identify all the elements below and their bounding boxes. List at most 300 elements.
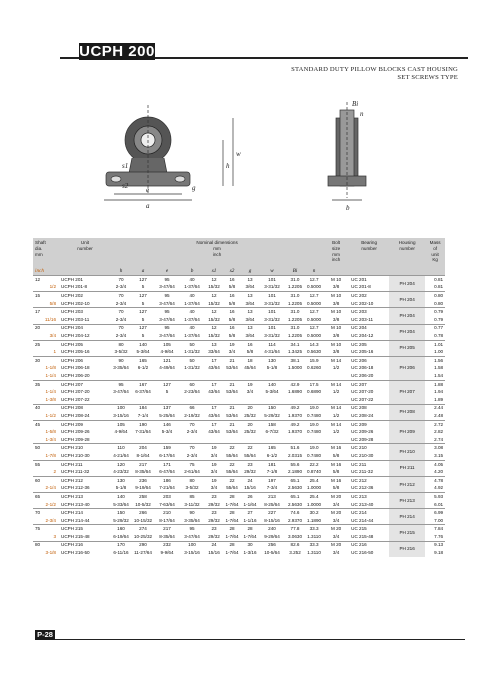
- dim-n-cell: 1.1890: [307, 517, 322, 523]
- unit-number-cell: UCPH 214-44: [61, 517, 90, 523]
- bolt-size-cell: 3/4: [332, 533, 340, 539]
- dim-s1-cell: 43/64: [208, 412, 220, 418]
- dim-b-cell: 50: [179, 356, 205, 364]
- bearing-number-cell: UC 206-20: [351, 373, 374, 379]
- mass-cell: 0.77: [425, 324, 445, 332]
- dim-bi-cell: 1.9370: [287, 412, 303, 418]
- table-row: [33, 501, 445, 509]
- mass-cell: 2.72: [425, 420, 445, 428]
- bolt-hole-right: [175, 176, 185, 182]
- dim-w-cell: 8-15/16: [264, 517, 280, 523]
- dim-a-cell: 5-3/64: [136, 349, 150, 355]
- table-row: [33, 348, 445, 356]
- bolt-size-cell: 1/2: [332, 412, 340, 418]
- dim-e-cell: 95: [155, 276, 179, 284]
- dim-s1-cell: 43/64: [208, 389, 220, 395]
- bolt-size-cell: M 20: [323, 525, 349, 533]
- unit-number-cell: UCPH 206: [59, 356, 111, 364]
- dim-w-cell: 5-3/64: [265, 389, 279, 395]
- dim-bi-cell: 3.252: [289, 550, 301, 556]
- dim-n-cell: 33.3: [305, 525, 323, 533]
- dim-b-cell: 95: [179, 525, 205, 533]
- dim-w-cell: 101: [259, 308, 285, 316]
- dim-n-cell: 0.5000: [307, 333, 322, 339]
- bearing-number-cell: UC 207-22: [351, 396, 374, 402]
- housing-number-cell: PH 204: [389, 308, 425, 324]
- dim-g-cell: 30: [241, 541, 259, 549]
- dim-s2-cell: 16: [223, 324, 241, 332]
- dim-n-cell: 0.7480: [307, 412, 322, 418]
- dim-g-cell: 3/64: [245, 300, 255, 306]
- dim-w-cell: 6-7/32: [265, 429, 279, 435]
- dim-s1-cell: 17: [205, 420, 223, 428]
- shaft-dia-cell: 2: [53, 469, 56, 475]
- dim-h-cell: 150: [111, 509, 131, 517]
- mass-cell: 0.78: [434, 333, 444, 339]
- col-bolt: Bolt size mm inch: [323, 238, 349, 268]
- dim-b-cell: 3-11/32: [184, 501, 200, 507]
- bearing-number-cell: UC 215: [349, 525, 389, 533]
- shaft-dia-cell: 40: [33, 404, 59, 412]
- mass-cell: 9.13: [425, 541, 445, 549]
- dim-h-cell: 3-15/16: [113, 412, 129, 418]
- dim-h-cell: [111, 396, 131, 404]
- mass-cell: 6.99: [425, 509, 445, 517]
- col-nominal: Nominal dimensions mm inch: [111, 238, 323, 268]
- dim-n-cell: 12.7: [305, 324, 323, 332]
- dim-g-cell: 22: [241, 444, 259, 452]
- dim-e-cell: 171: [155, 460, 179, 468]
- dim-s1-cell: 3/4: [210, 469, 218, 475]
- shaft-dia-cell: 75: [33, 525, 59, 533]
- dim-a-cell: 167: [131, 380, 155, 388]
- dim-h-cell: [111, 436, 131, 444]
- table-row: [33, 533, 445, 541]
- dim-s2-cell: [223, 372, 241, 380]
- dim-b-cell: 50: [179, 340, 205, 348]
- dim-s2-cell: 3/4: [228, 349, 236, 355]
- dim-g-cell: 23: [241, 460, 259, 468]
- housing-number-cell: PH 213: [389, 493, 425, 509]
- dim-s1-cell: 17: [205, 356, 223, 364]
- dim-a-cell: 266: [131, 509, 155, 517]
- bolt-size-cell: M 10: [323, 340, 349, 348]
- dim-bi-cell: 1.3425: [287, 349, 303, 355]
- dim-g-cell: 13: [241, 292, 259, 300]
- dim-s2-cell: [223, 396, 241, 404]
- bearing-number-cell: UC 204: [349, 324, 389, 332]
- dim-w-cell: 140: [259, 380, 285, 388]
- mass-cell: 7.00: [434, 517, 444, 523]
- dim-bi-cell: 1.2205: [287, 300, 303, 306]
- dim-bi-cell: 2.5630: [287, 501, 303, 507]
- shaft-dia-cell: 30: [33, 356, 59, 364]
- bearing-number-cell: UC 205: [349, 340, 389, 348]
- dim-s2-cell: 5/8: [228, 316, 236, 322]
- dim-n-cell: 1.3110: [307, 533, 321, 539]
- dim-bi-cell: 31.0: [285, 308, 305, 316]
- dim-w-cell: 5-29/32: [264, 412, 280, 418]
- dim-b-cell: [179, 396, 205, 404]
- unit-number-cell: UCPH 207-20: [61, 389, 90, 395]
- dim-a-cell: 290: [131, 541, 155, 549]
- dim-s2-cell: 28: [223, 525, 241, 533]
- dim-s1-cell: 23: [205, 493, 223, 501]
- dim-b-cell: 90: [179, 509, 205, 517]
- subtitle-line-1: STANDARD DUTY PILLOW BLOCKS CAST HOUSING: [291, 66, 458, 73]
- dim-b-cell: 40: [179, 276, 205, 284]
- dim-g-cell: 1-7/64: [243, 533, 257, 539]
- dim-bi-cell: 55.6: [285, 460, 305, 468]
- shaft-dia-cell: 50: [33, 444, 59, 452]
- dim-n-cell: 12.7: [305, 276, 323, 284]
- dim-s1-cell: 17: [205, 404, 223, 412]
- bearing-number-cell: UC 216: [349, 541, 389, 549]
- mass-cell: 2.74: [434, 436, 444, 442]
- bolt-size-cell: M 20: [323, 541, 349, 549]
- dim-b-cell: 1-37/64: [184, 284, 200, 290]
- table-row: [33, 276, 445, 284]
- dim-h-cell: 110: [111, 444, 131, 452]
- shaft-dia-cell: 25: [33, 340, 59, 348]
- dim-bi-cell: 77.8: [285, 525, 305, 533]
- bolt-size-cell: M 10: [323, 276, 349, 284]
- bearing-number-cell: UC 211: [349, 460, 389, 468]
- dim-h-cell: 4-9/64: [114, 429, 128, 435]
- mass-cell: 3.08: [425, 444, 445, 452]
- shaft-dia-cell: 2-1/4: [45, 485, 56, 491]
- dim-e-cell: 6-47/64: [159, 469, 175, 475]
- housing-number-cell: PH 205: [389, 340, 425, 356]
- dim-h-cell: 90: [111, 356, 131, 364]
- unit-number-cell: UCPH 214: [59, 509, 111, 517]
- dim-b-cell: 3-5/32: [185, 485, 199, 491]
- dim-e-cell: 8-17/64: [159, 517, 175, 523]
- dim-e-cell: 5-25/64: [159, 412, 175, 418]
- shaft-dia-cell: 70: [33, 509, 59, 517]
- dim-e-cell: 95: [155, 308, 179, 316]
- bearing-number-cell: UC 202-10: [351, 300, 374, 306]
- dim-s2-cell: 22: [223, 460, 241, 468]
- mass-cell: 4.92: [434, 485, 444, 491]
- unit-number-cell: UCPH 213: [59, 493, 111, 501]
- dim-e-cell: 7-63/64: [159, 501, 175, 507]
- dim-b-cell: 2-3/4: [186, 429, 198, 435]
- dim-e-cell: 8-35/64: [159, 533, 175, 539]
- mass-cell: 4.78: [425, 476, 445, 484]
- table-row: [33, 380, 445, 388]
- bolt-size-cell: [323, 396, 349, 404]
- bearing-number-cell: UC 215-48: [351, 533, 374, 539]
- bearing-number-cell: UC 201-8: [351, 284, 371, 290]
- dim-w-header: w: [259, 268, 285, 276]
- dim-e-cell: 105: [155, 340, 179, 348]
- dim-s1-cell: 12: [205, 276, 223, 284]
- dim-n-cell: 0.5000: [307, 284, 322, 290]
- dim-w-cell: 165: [259, 444, 285, 452]
- dim-g-header: g: [241, 268, 259, 276]
- table-row: [33, 436, 445, 444]
- dim-h-cell: 70: [111, 276, 131, 284]
- dim-bi-cell: 31.0: [285, 324, 305, 332]
- dim-s1-cell: 19: [205, 476, 223, 484]
- dim-s1-cell: 15/32: [208, 316, 220, 322]
- bearing-number-cell: UC 208-24: [351, 412, 374, 418]
- unit-number-cell: UCPH 202: [59, 292, 111, 300]
- dim-s2-cell: 1-7/64: [225, 550, 239, 556]
- mass-cell: 1.89: [434, 396, 444, 402]
- unit-number-cell: UCPH 205-16: [61, 349, 90, 355]
- dim-a-cell: 127: [131, 292, 155, 300]
- mass-cell: 0.80: [434, 300, 444, 306]
- dim-e-cell: 210: [155, 509, 179, 517]
- dim-b-cell: 1-31/32: [184, 365, 200, 371]
- dim-w-cell: [259, 396, 285, 404]
- dim-s1-cell: 3/4: [210, 452, 218, 458]
- label-e: e: [146, 186, 150, 194]
- bolt-size-cell: [323, 372, 349, 380]
- dim-s1-cell: 15/16: [208, 550, 220, 556]
- mass-cell: 1.00: [434, 349, 444, 355]
- dim-h-cell: 5-29/32: [113, 517, 129, 523]
- housing-number-cell: PH 204: [389, 324, 425, 340]
- shaft-dia-cell: 17: [33, 308, 59, 316]
- dim-b-cell: 70: [179, 444, 205, 452]
- mass-cell: 1.88: [425, 380, 445, 388]
- dim-bi-cell: [285, 396, 305, 404]
- dim-s2-cell: 53/64: [226, 412, 238, 418]
- dim-w-cell: 7-1/8: [266, 469, 278, 475]
- dim-s2-cell: 5/8: [228, 300, 236, 306]
- dim-bi-cell: 2.0315: [287, 452, 303, 458]
- dim-h-cell: 6-19/64: [113, 533, 129, 539]
- housing-number-cell: PH 211: [389, 460, 425, 476]
- dim-bi-cell: 74.6: [285, 509, 305, 517]
- dim-a-cell: 258: [131, 493, 155, 501]
- bolt-size-cell: M 14: [323, 380, 349, 388]
- dim-n-cell: 19.0: [305, 420, 323, 428]
- bolt-size-cell: 3/8: [332, 284, 340, 290]
- dim-h-cell: 120: [111, 460, 131, 468]
- dim-s1-cell: 3/4: [210, 485, 218, 491]
- dim-s2-cell: 16: [223, 292, 241, 300]
- dim-h-header: h: [111, 268, 131, 276]
- table-row: [33, 468, 445, 476]
- dim-b-cell: [179, 436, 205, 444]
- dim-s1-cell: 15/32: [208, 284, 220, 290]
- dim-bi-cell: [285, 436, 305, 444]
- bearing-number-cell: UC 211-32: [351, 469, 373, 475]
- table-row: [33, 541, 445, 549]
- housing-number-cell: PH 207: [389, 380, 425, 404]
- unit-number-cell: UCPH 215: [59, 525, 111, 533]
- dim-n-cell: 0.6890: [307, 389, 322, 395]
- unit-number-cell: UCPH 212-36: [61, 485, 90, 491]
- dim-a-cell: [131, 396, 155, 404]
- bearing-number-cell: UC 212-36: [351, 485, 374, 491]
- dim-h-cell: 4-23/32: [113, 469, 129, 475]
- dim-e-cell: 9-9/64: [160, 550, 174, 556]
- dim-b-header: b: [179, 268, 205, 276]
- dim-g-cell: [241, 436, 259, 444]
- col-housing: Housing number: [389, 238, 425, 268]
- dim-s2-cell: 22: [223, 444, 241, 452]
- bearing-number-cell: UC 201: [349, 276, 389, 284]
- dim-a-cell: 236: [131, 476, 155, 484]
- unit-number-cell: UCPH 201: [59, 276, 111, 284]
- shaft-dia-cell: 3-1/8: [45, 550, 56, 556]
- dim-bi-cell: 65.1: [285, 476, 305, 484]
- dim-h-cell: 5-33/64: [113, 501, 129, 507]
- dim-a-cell: 165: [131, 356, 155, 364]
- dim-a-cell: 204: [131, 444, 155, 452]
- dim-s1-cell: [205, 372, 223, 380]
- bearing-number-cell: UC 214: [349, 509, 389, 517]
- dim-e-cell: [155, 436, 179, 444]
- bolt-size-cell: 5/8: [332, 469, 340, 475]
- label-s2: s2: [122, 182, 129, 190]
- dim-a-header: a: [131, 268, 155, 276]
- dim-b-cell: 1-31/32: [184, 349, 200, 355]
- table-row: [33, 412, 445, 420]
- dim-e-cell: 3-47/64: [159, 284, 175, 290]
- dim-a-cell: 5: [141, 316, 145, 322]
- dim-s1-cell: 12: [205, 292, 223, 300]
- bearing-number-cell: UC 209: [349, 420, 389, 428]
- subtitle-line-2: SET SCREWS TYPE: [397, 74, 458, 81]
- bolt-size-cell: 5/8: [332, 485, 340, 491]
- housing-number-cell: PH 204: [389, 276, 425, 292]
- spec-table-body: [33, 276, 445, 557]
- dim-s2-cell: 1-7/64: [225, 501, 239, 507]
- bearing-number-cell: UC 212: [349, 476, 389, 484]
- mass-cell: 1.58: [434, 365, 444, 371]
- shaft-dia-cell: 11/16: [44, 316, 56, 322]
- bearing-number-cell: UC 213: [349, 493, 389, 501]
- dim-bi-cell: 1.9370: [287, 429, 303, 435]
- bolt-size-cell: 3/8: [332, 333, 340, 339]
- bearing-number-cell: UC 210: [349, 444, 389, 452]
- dim-w-cell: 3-31/32: [264, 316, 280, 322]
- dim-w-cell: 158: [259, 420, 285, 428]
- housing-number-cell: PH 212: [389, 476, 425, 492]
- bolt-size-cell: 5/8: [332, 452, 340, 458]
- unit-number-cell: UCPH 212: [59, 476, 111, 484]
- dim-g-cell: 19: [241, 380, 259, 388]
- bearing-number-cell: UC 204-12: [351, 333, 374, 339]
- dim-b-cell: 2-23/64: [184, 389, 200, 395]
- dim-a-cell: 217: [131, 460, 155, 468]
- table-row: [33, 493, 445, 501]
- dim-w-cell: 6-1/2: [266, 452, 278, 458]
- dim-s2-cell: 5/8: [228, 284, 236, 290]
- bearing-number-cell: UC 206-18: [351, 365, 374, 371]
- unit-number-cell: UCPH 205: [59, 340, 111, 348]
- bearing-number-cell: UC 205-16: [351, 349, 374, 355]
- mass-cell: 1.94: [434, 389, 444, 395]
- table-row: [33, 316, 445, 324]
- dim-h-cell: 3-35/64: [113, 365, 129, 371]
- bolt-size-cell: 1/2: [332, 429, 340, 435]
- bolt-size-cell: M 14: [323, 404, 349, 412]
- unit-number-cell: UCPH 206-18: [61, 365, 90, 371]
- dim-e-cell: 3-47/64: [159, 316, 175, 322]
- table-row: [33, 420, 445, 428]
- label-n: n: [360, 110, 364, 118]
- dim-bi-cell: 1.2205: [287, 284, 303, 290]
- mass-cell: 6.01: [434, 501, 444, 507]
- dim-a-cell: 6-1/2: [137, 365, 149, 371]
- housing-number-cell: PH 215: [389, 525, 425, 541]
- dim-n-cell: 0.8740: [307, 469, 322, 475]
- footer-rule: [55, 639, 465, 640]
- unit-number-cell: UCPH 206-20: [61, 373, 90, 379]
- dim-e-cell: 137: [155, 404, 179, 412]
- label-w: w: [236, 150, 241, 158]
- dim-n-cell: 0.5000: [307, 316, 322, 322]
- table-row: [33, 517, 445, 525]
- dim-bi-cell: 31.0: [285, 292, 305, 300]
- mass-cell: 3.15: [434, 452, 444, 458]
- dim-bi-cell: 31.0: [285, 276, 305, 284]
- dim-h-cell: 70: [111, 308, 131, 316]
- dim-e-cell: 121: [155, 356, 179, 364]
- dim-b-cell: 2-61/64: [184, 469, 200, 475]
- unit-number-cell: UCPH 216-50: [61, 550, 90, 556]
- dim-w-cell: 8-25/64: [264, 501, 280, 507]
- dim-e-cell: 232: [155, 541, 179, 549]
- dim-g-cell: 25/32: [244, 412, 256, 418]
- dim-g-cell: 13: [241, 276, 259, 284]
- dim-n-cell: [305, 436, 323, 444]
- dim-s1-cell: [205, 396, 223, 404]
- bolt-size-cell: M 10: [323, 308, 349, 316]
- dim-w-cell: 3-31/32: [264, 300, 280, 306]
- dim-s2-cell: 55/64: [226, 469, 238, 475]
- shaft-dia-cell: 1-3/8: [45, 396, 56, 402]
- dim-h-cell: 3-47/64: [113, 389, 129, 395]
- col-shaft-inch: inch: [33, 268, 59, 276]
- unit-number-cell: UCPH 215-48: [61, 533, 90, 539]
- dim-h-cell: 95: [111, 380, 131, 388]
- dim-bi-cell: 82.6: [285, 541, 305, 549]
- bearing-number-cell: UC 206: [349, 356, 389, 364]
- dim-g-cell: 13: [241, 308, 259, 316]
- dim-a-cell: 7-1/4: [137, 412, 149, 418]
- table-row: [33, 549, 445, 557]
- shaft-dia-cell: 1-7/8: [45, 452, 56, 458]
- dim-e-cell: 95: [155, 292, 179, 300]
- dim-g-cell: 25/32: [244, 429, 256, 435]
- dim-g-cell: 55/64: [244, 452, 256, 458]
- unit-number-cell: UCPH 202-10: [61, 300, 90, 306]
- dim-bi-cell: 1.6890: [287, 389, 303, 395]
- dim-h-cell: 2-3/4: [115, 300, 127, 306]
- dim-g-cell: 13: [241, 324, 259, 332]
- dim-a-cell: [131, 372, 155, 380]
- bolt-size-cell: M 16: [323, 444, 349, 452]
- dim-s2-cell: 21: [223, 420, 241, 428]
- dim-s1-cell: 12: [205, 324, 223, 332]
- dim-n-cell: 25.4: [305, 493, 323, 501]
- bearing-number-cell: UC 203-11: [351, 316, 373, 322]
- dim-g-cell: 29/32: [244, 469, 256, 475]
- dim-e-cell: 203: [155, 493, 179, 501]
- dim-s1-cell: 29/32: [208, 533, 220, 539]
- dim-b-cell: 1-37/64: [184, 300, 200, 306]
- dim-s1-cell: 24: [205, 541, 223, 549]
- unit-number-cell: UCPH 207: [59, 380, 111, 388]
